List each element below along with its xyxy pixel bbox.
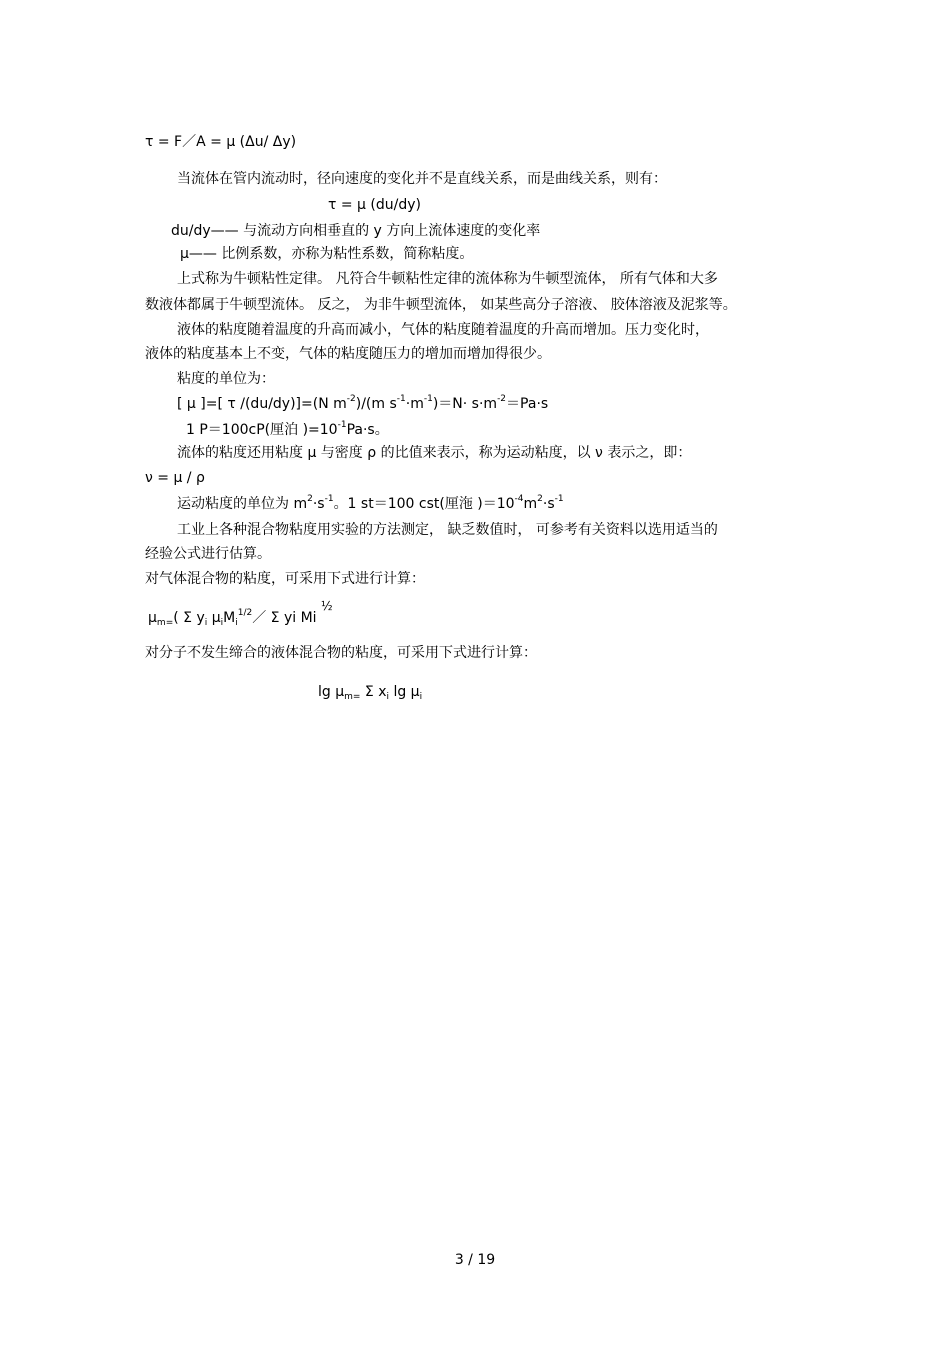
subscript: m= xyxy=(156,618,174,628)
gas-formula-part-c: μ xyxy=(207,610,221,626)
heading-units xyxy=(177,370,275,388)
formula-newton-text: τ = μ (du/dy) xyxy=(328,197,421,213)
subscript: m= xyxy=(344,692,361,702)
formula-kinematic-text: ν = μ / ρ xyxy=(145,470,205,486)
formula-units-part-e: ＝Pa·s xyxy=(506,396,549,412)
superscript: ½ xyxy=(321,599,333,613)
paragraph-mixtures-2 xyxy=(145,545,271,563)
paragraph-newton-law-2 xyxy=(145,296,737,314)
paragraph-kinematic-text: 流体的粘度还用粘度 μ 与密度 ρ 的比值来表示，称为运动粘度，以 ν 表示之，即： xyxy=(177,445,692,461)
liquid-formula-part-a: lg μ xyxy=(318,684,345,700)
paragraph-kinematic xyxy=(177,444,691,462)
gas-formula-part-a: μ xyxy=(148,610,157,626)
kinematic-units-part-b: ·s xyxy=(312,496,325,512)
liquid-formula-part-c: lg μ xyxy=(389,684,420,700)
paragraph-temperature-2 xyxy=(145,345,551,363)
formula-units-part-a: [ μ ]=[ τ /(du/dy)]=(N m xyxy=(177,396,347,412)
paragraph-newton-law-2-text: 数液体都属于牛顿型流体。 反之， 为非牛顿型流体， 如某些高分子溶液、 胶体溶液及泥浆等。 xyxy=(145,297,737,313)
superscript: -1 xyxy=(337,420,347,430)
definition-mu xyxy=(180,245,473,263)
superscript: -1 xyxy=(554,494,564,504)
formula-kinematic xyxy=(145,469,205,487)
gas-formula-part-b: ( Σ y xyxy=(173,610,205,626)
paragraph-temperature-1 xyxy=(177,321,709,339)
paragraph-newton-law-1-text: 上式称为牛顿粘性定律。 凡符合牛顿粘性定律的流体称为牛顿型流体， 所有气体和大多 xyxy=(177,271,718,287)
page-number: 3 / 19 xyxy=(454,1252,496,1268)
definition-mu-text: μ—— 比例系数，亦称为粘性系数，简称粘度。 xyxy=(180,246,474,262)
superscript: -1 xyxy=(423,394,433,404)
paragraph-liquid-mixture-text: 对分子不发生缔合的液体混合物的粘度，可采用下式进行计算： xyxy=(145,645,537,661)
formula-liquid-mixture xyxy=(318,683,422,703)
formula-gas-mixture xyxy=(148,599,333,629)
paragraph-mixtures-1-text: 工业上各种混合物粘度用实验的方法测定， 缺乏数值时， 可参考有关资料以选用适当的 xyxy=(177,522,718,538)
paragraph-pipe-flow xyxy=(177,170,667,188)
definition-dudy xyxy=(171,222,540,240)
paragraph-pipe-flow-text: 当流体在管内流动时，径向速度的变化并不是直线关系，而是曲线关系，则有： xyxy=(177,171,667,187)
formula-units-part-b: )/(m s xyxy=(355,396,397,412)
paragraph-gas-mixture xyxy=(145,570,425,588)
paragraph-mixtures-1 xyxy=(177,521,718,539)
kinematic-units-part-e: ·s xyxy=(542,496,555,512)
formula-newton xyxy=(328,196,421,214)
superscript: 1/2 xyxy=(237,608,253,618)
subscript: i xyxy=(220,618,224,628)
formula-shear-stress xyxy=(145,133,296,151)
superscript: -1 xyxy=(396,394,406,404)
kinematic-units-part-a: 运动粘度的单位为 m xyxy=(177,496,308,512)
paragraph-liquid-mixture xyxy=(145,644,537,662)
subscript: i xyxy=(419,692,423,702)
heading-units-text: 粘度的单位为： xyxy=(177,371,275,387)
subscript: i xyxy=(235,618,238,628)
kinematic-units-part-c: 。1 st＝100 cst(厘沲 )＝10 xyxy=(333,496,515,512)
paragraph-gas-mixture-text: 对气体混合物的粘度，可采用下式进行计算： xyxy=(145,571,425,587)
liquid-formula-part-b: Σ x xyxy=(360,684,387,700)
formula-shear-stress-text: τ = F／A = μ (Δu/ Δy) xyxy=(145,134,297,150)
paragraph-temperature-1-text: 液体的粘度随着温度的升高而减小，气体的粘度随着温度的升高而增加。压力变化时， xyxy=(177,322,709,338)
formula-poise-part-b: Pa·s。 xyxy=(346,422,389,438)
formula-units-part-c: ·m xyxy=(405,396,424,412)
superscript: 2 xyxy=(307,494,313,504)
superscript: -2 xyxy=(346,394,356,404)
formula-poise-part-a: 1 P＝100cP(厘泊 )=10 xyxy=(186,422,338,438)
superscript: 2 xyxy=(537,494,543,504)
formula-units-part-d: )＝N· s·m xyxy=(432,396,498,412)
superscript: -2 xyxy=(497,394,507,404)
subscript: i xyxy=(386,692,389,702)
gas-formula-part-d: M xyxy=(223,610,236,626)
definition-dudy-text: du/dy—— 与流动方向相垂直的 y 方向上流体速度的变化率 xyxy=(171,223,541,239)
superscript: -4 xyxy=(514,494,524,504)
formula-units xyxy=(177,395,548,415)
paragraph-mixtures-2-text: 经验公式进行估算。 xyxy=(145,546,271,562)
formula-poise xyxy=(186,421,389,441)
superscript: -1 xyxy=(324,494,334,504)
formula-kinematic-units xyxy=(177,495,564,515)
paragraph-newton-law-1 xyxy=(177,270,718,288)
paragraph-temperature-2-text: 液体的粘度基本上不变，气体的粘度随压力的增加而增加得很少。 xyxy=(145,346,551,362)
subscript: i xyxy=(204,618,208,628)
gas-formula-part-e: ／ Σ yi Mi xyxy=(252,610,322,626)
kinematic-units-part-d: m xyxy=(523,496,538,512)
